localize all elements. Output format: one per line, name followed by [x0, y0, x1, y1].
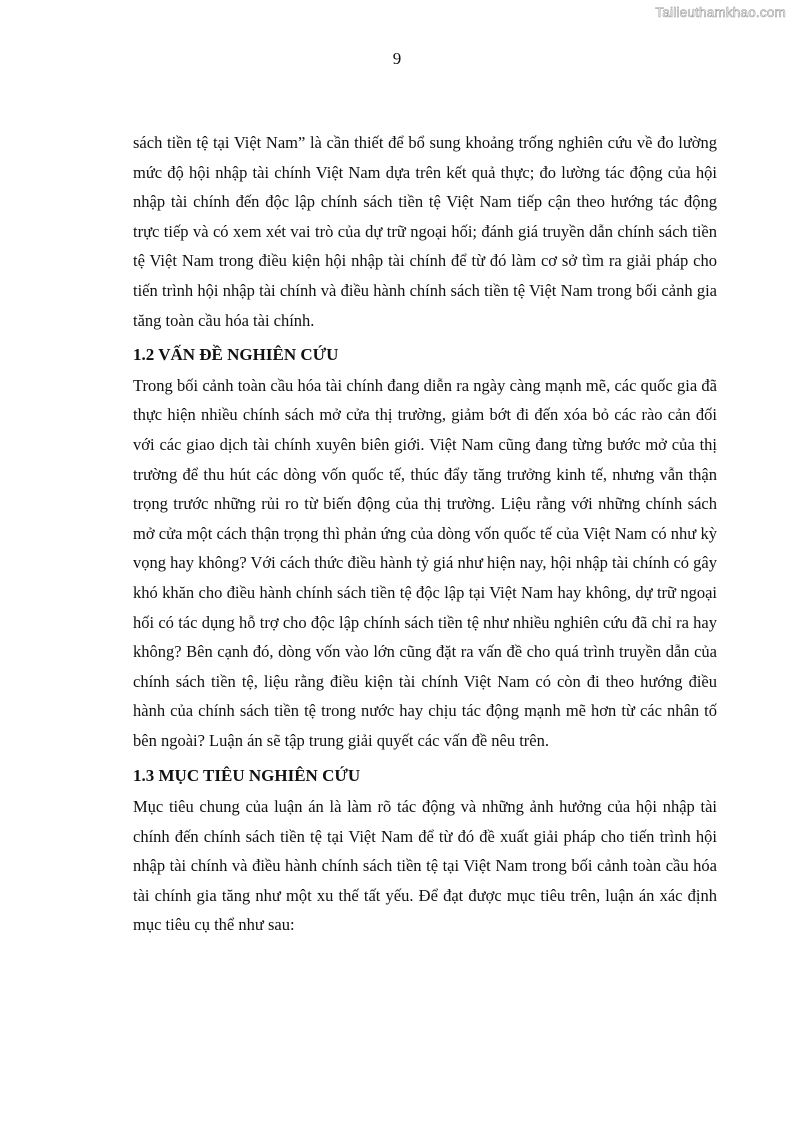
page-number: 9 [392, 49, 402, 68]
section-heading-1-2: 1.2 VẤN ĐỀ NGHIÊN CỨU [133, 345, 339, 365]
intro-paragraph: sách tiền tệ tại Việt Nam” là cần thiết để bổ sung khoảng trống nghiên cứu về đo lường mức độ hội nhập tài chính Việt Nam dựa trên kết quả thực; đo lường tác động của hội nhập tài chính đến độc lập chính sách tiền tệ Việt Nam tiếp cận theo hướng tác động trực tiếp và có xem xét vai trò của dự trữ ngoại hối; đánh giá truyền dẫn chính sách tiền tệ Việt Nam trong điều kiện hội nhập tài chính để từ đó làm cơ sở tìm ra giải pháp cho tiến trình hội nhập tài chính và điều hành chính sách tiền tệ Việt Nam trong bối cảnh gia tăng toàn cầu hóa tài chính. [133, 133, 717, 330]
section-1-2-paragraph: Trong bối cảnh toàn cầu hóa tài chính đang diễn ra ngày càng mạnh mẽ, các quốc gia đã thực hiện nhiều chính sách mở cửa thị trường, giảm bớt đi đến xóa bỏ các rào cản đối với các giao dịch tài chính xuyên biên giới. Việt Nam cũng đang từng bước mở của thị trường để thu hút các dòng vốn quốc tế, thúc đẩy tăng trưởng kinh tế, nhưng vẫn thận trọng trước những rủi ro từ biến động của thị trường. Liệu rằng với những chính sách mở cửa một cách thận trọng thì phản ứng của dòng vốn quốc tế của Việt Nam có như kỳ vọng hay không? Với cách thức điều hành tỷ giá như hiện nay, hội nhập tài chính có gây khó khăn cho điều hành chính sách tiền tệ độc lập tại Việt Nam hay không, dự trữ ngoại hối có tác dụng hỗ trợ cho độc lập chính sách tiền tệ như nhiều nghiên cứu đã chỉ ra hay không? Bên cạnh đó, dòng vốn vào lớn cũng đặt ra vấn đề cho quá trình truyền dẫn của chính sách tiền tệ, liệu rằng điều kiện tài chính Việt Nam có còn đi theo hướng điều hành của chính sách tiền tệ trong nước hay chịu tác động mạnh mẽ hơn từ các nhân tố bên ngoài? Luận án sẽ tập trung giải quyết các vấn đề nêu trên. [133, 375, 717, 750]
section-heading-1-3: 1.3 MỤC TIÊU NGHIÊN CỨU [133, 766, 361, 786]
watermark-text: Tailieuthamkhao.com [655, 5, 786, 20]
document-body [133, 128, 717, 940]
section-1-3-paragraph: Mục tiêu chung của luận án là làm rõ tác động và những ảnh hưởng của hội nhập tài chính đến chính sách tiền tệ tại Việt Nam để từ đó đề xuất giải pháp cho tiến trình hội nhập tài chính và điều hành chính sách tiền tệ tại Việt Nam trong bối cảnh toàn cầu hóa tài chính gia tăng như một xu thế tất yếu. Để đạt được mục tiêu trên, luận án xác định mục tiêu cụ thể như sau: [133, 797, 717, 935]
